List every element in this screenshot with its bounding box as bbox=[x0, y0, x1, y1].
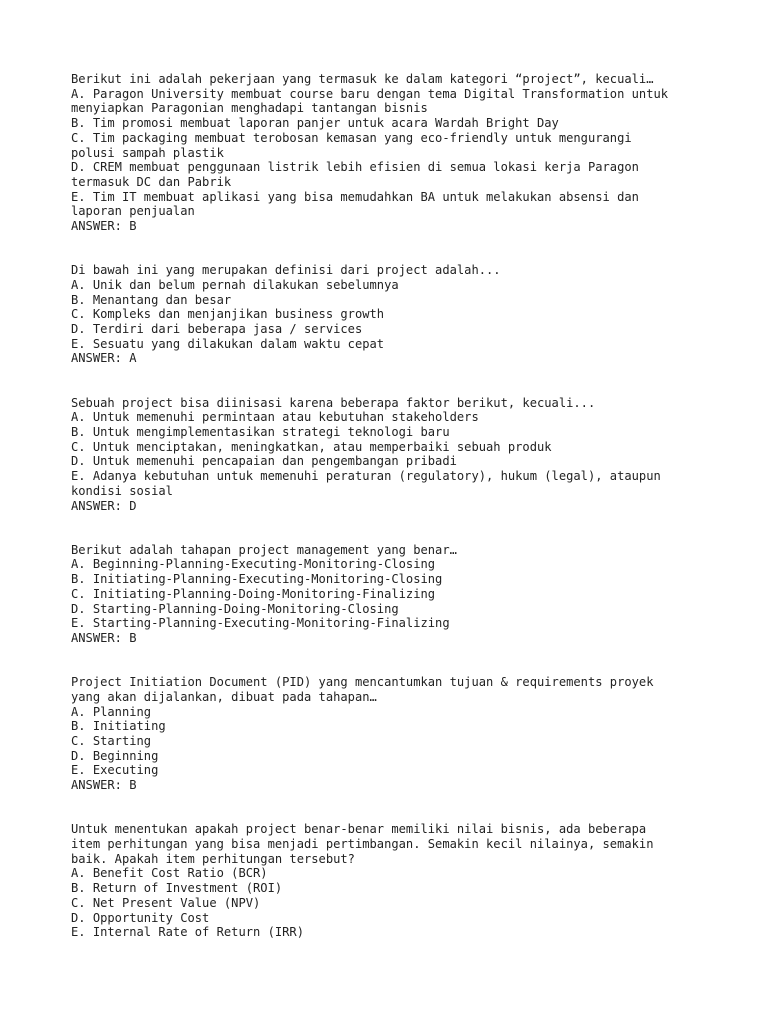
question-4 bbox=[71, 543, 711, 646]
answer-line: ANSWER: B bbox=[71, 631, 137, 645]
question-1 bbox=[71, 72, 711, 234]
option-d: D. Starting-Planning-Doing-Monitoring-Closing bbox=[71, 601, 399, 616]
question-text: Untuk menentukan apakah project benar-benar memiliki nilai bisnis, ada beberapa bbox=[71, 822, 647, 837]
option-a-continued: menyiapkan Paragonian menghadapi tantangan bisnis bbox=[71, 101, 428, 116]
option-b: B. Return of Investment (ROI) bbox=[71, 881, 283, 896]
document-body bbox=[71, 72, 711, 940]
option-b: B. Tim promosi membuat laporan panjer untuk acara Wardah Bright Day bbox=[71, 116, 559, 131]
option-a: A. Unik dan belum pernah dilakukan sebelumnya bbox=[71, 277, 399, 292]
option-c: C. Tim packaging membuat terobosan kemasan yang eco-friendly untuk mengurangi bbox=[71, 130, 632, 145]
option-b: B. Initiating-Planning-Executing-Monitoring-Closing bbox=[71, 572, 443, 587]
option-d: D. Untuk memenuhi pencapaian dan pengembangan pribadi bbox=[71, 454, 457, 469]
question-text: Berikut adalah tahapan project management yang benar… bbox=[71, 542, 457, 557]
option-e: E. Tim IT membuat aplikasi yang bisa memudahkan BA untuk melakukan absensi dan bbox=[71, 189, 639, 204]
option-c: C. Kompleks dan menjanjikan business growth bbox=[71, 307, 385, 322]
option-e: E. Starting-Planning-Executing-Monitoring-Finalizing bbox=[71, 616, 450, 631]
option-a: A. Benefit Cost Ratio (BCR) bbox=[71, 866, 268, 881]
answer-line: ANSWER: A bbox=[71, 351, 137, 366]
option-e: E. Adanya kebutuhan untuk memenuhi peraturan (regulatory), hukum (legal), ataupun bbox=[71, 469, 661, 484]
question-spacer bbox=[71, 513, 711, 543]
option-e-continued: kondisi sosial bbox=[71, 483, 173, 498]
option-e: E. Sesuatu yang dilakukan dalam waktu cepat bbox=[71, 336, 385, 351]
question-text: Di bawah ini yang merupakan definisi dari project adalah... bbox=[71, 263, 501, 278]
question-2 bbox=[71, 263, 711, 366]
option-a: A. Planning bbox=[71, 704, 152, 719]
option-e: E. Executing bbox=[71, 763, 159, 778]
question-3 bbox=[71, 396, 711, 514]
option-d: D. Opportunity Cost bbox=[71, 910, 210, 925]
option-b: B. Untuk mengimplementasikan strategi teknologi baru bbox=[71, 425, 450, 440]
question-5 bbox=[71, 675, 711, 793]
option-b: B. Menantang dan besar bbox=[71, 292, 232, 307]
option-d: D. CREM membuat penggunaan listrik lebih efisien di semua lokasi kerja Paragon bbox=[71, 160, 639, 175]
question-text: Project Initiation Document (PID) yang mencantumkan tujuan & requirements proyek bbox=[71, 675, 654, 690]
option-c: C. Starting bbox=[71, 734, 152, 749]
option-e-continued: laporan penjualan bbox=[71, 204, 195, 219]
question-6 bbox=[71, 822, 711, 940]
question-text-continued: item perhitungan yang bisa menjadi pertimbangan. Semakin kecil nilainya, semakin bbox=[71, 837, 654, 852]
question-spacer bbox=[71, 793, 711, 823]
option-b: B. Initiating bbox=[71, 719, 166, 734]
answer-line: ANSWER: B bbox=[71, 219, 137, 234]
option-c: C. Untuk menciptakan, meningkatkan, atau memperbaiki sebuah produk bbox=[71, 439, 552, 454]
question-spacer bbox=[71, 234, 711, 264]
option-d: D. Terdiri dari beberapa jasa / services bbox=[71, 322, 363, 337]
option-a: A. Untuk memenuhi permintaan atau kebutuhan stakeholders bbox=[71, 410, 479, 425]
question-text: Berikut ini adalah pekerjaan yang termasuk ke dalam kategori “project”, kecuali… bbox=[71, 72, 654, 86]
option-c: C. Net Present Value (NPV) bbox=[71, 895, 261, 910]
question-spacer bbox=[71, 646, 711, 676]
answer-line: ANSWER: B bbox=[71, 778, 137, 793]
option-d-continued: termasuk DC dan Pabrik bbox=[71, 174, 232, 189]
question-text-continued: baik. Apakah item perhitungan tersebut? bbox=[71, 851, 355, 866]
answer-line: ANSWER: D bbox=[71, 498, 137, 513]
option-a: A. Paragon University membuat course baru dengan tema Digital Transformation untuk bbox=[71, 86, 669, 101]
option-c-continued: polusi sampah plastik bbox=[71, 145, 224, 160]
option-c: C. Initiating-Planning-Doing-Monitoring-Finalizing bbox=[71, 586, 436, 601]
option-e: E. Internal Rate of Return (IRR) bbox=[71, 925, 304, 940]
question-text: Sebuah project bisa diinisasi karena beberapa faktor berikut, kecuali... bbox=[71, 395, 596, 410]
option-a: A. Beginning-Planning-Executing-Monitoring-Closing bbox=[71, 557, 436, 572]
option-d: D. Beginning bbox=[71, 748, 159, 763]
question-spacer bbox=[71, 366, 711, 396]
question-text-continued: yang akan dijalankan, dibuat pada tahapan… bbox=[71, 689, 377, 704]
